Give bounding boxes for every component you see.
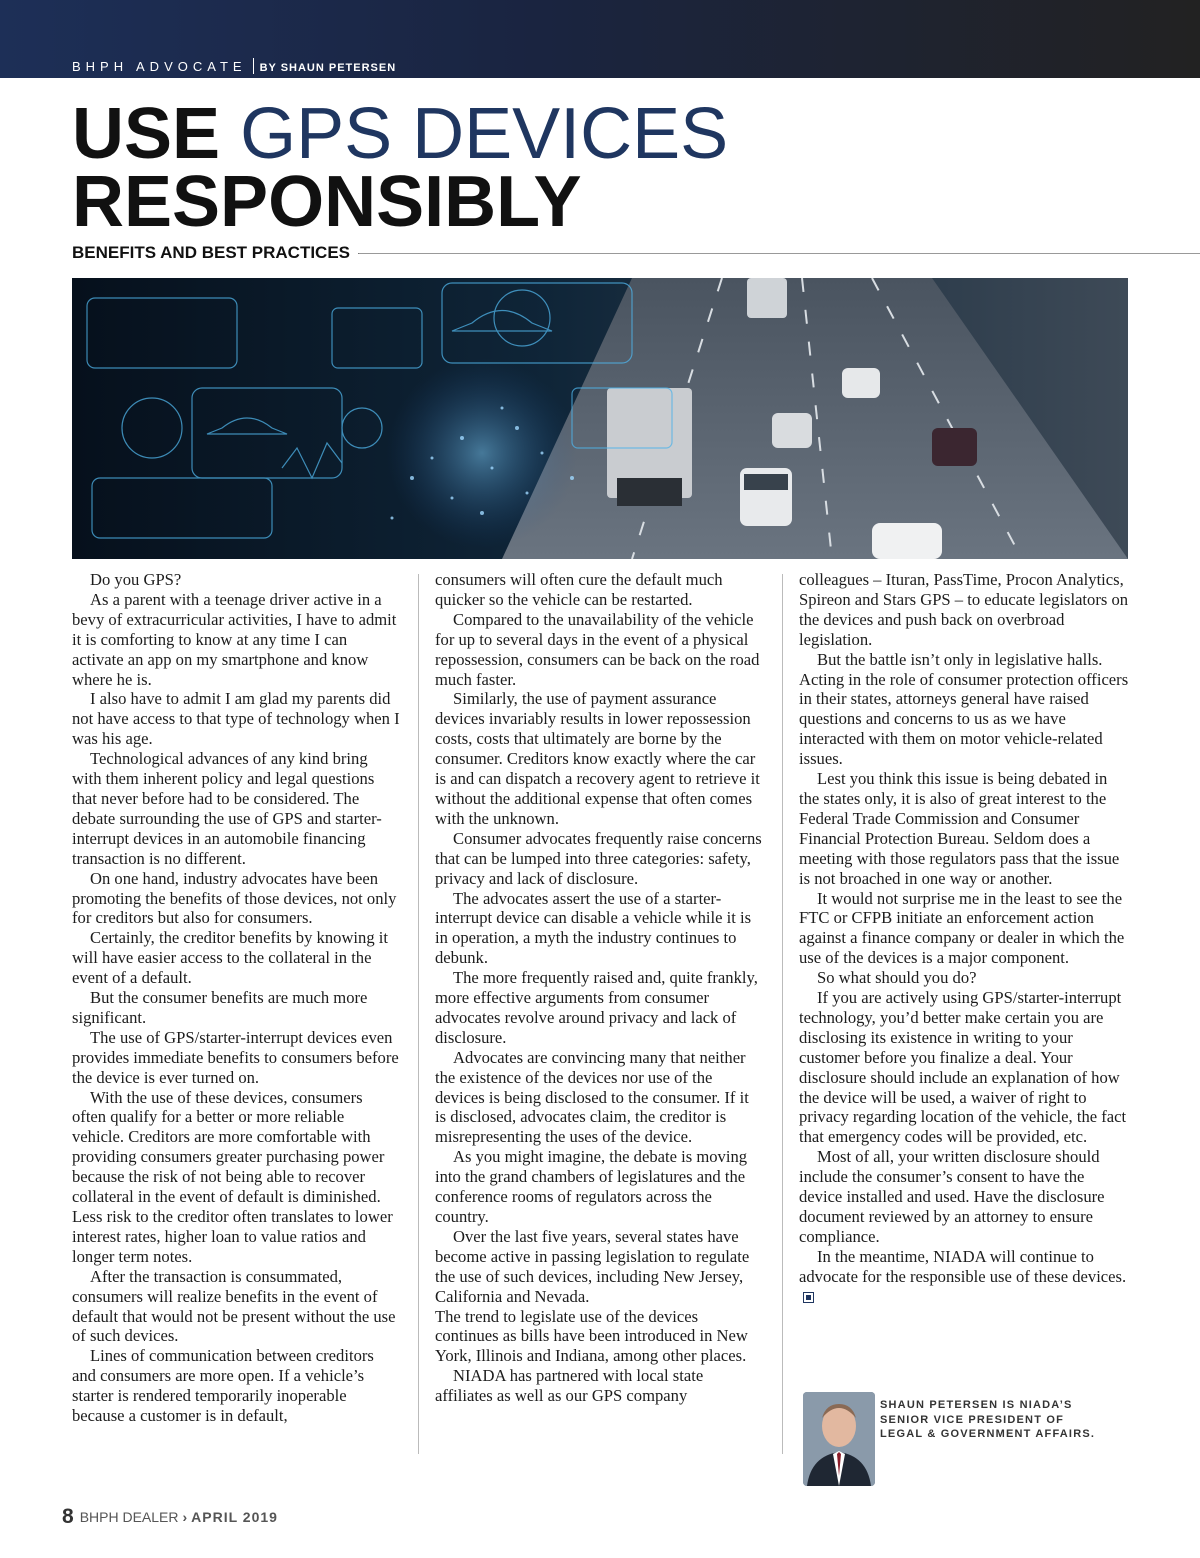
byline: BY SHAUN PETERSEN <box>259 62 397 74</box>
paragraph-text: consumers will often cure the default much quicker so the vehicle can be restarted. <box>435 570 723 609</box>
paragraph <box>799 968 1129 988</box>
paragraph <box>72 1088 400 1267</box>
paragraph-text: The trend to legislate use of the devices continues as bills have been introduced in New York, Illinois and Indiana, among other places. <box>435 1306 748 1366</box>
author-bio-text: SHAUN PETERSEN IS NIADA’S SENIOR VICE PRESIDENT OF LEGAL & GOVERNMENT AFFAIRS. <box>880 1399 1096 1440</box>
article-subtitle <box>72 243 1200 263</box>
paragraph <box>72 869 400 929</box>
page-number: 8 <box>62 1505 74 1528</box>
paragraph <box>72 1028 400 1088</box>
paragraph-text: But the consumer benefits are much more significant. <box>72 988 368 1027</box>
section-kicker <box>72 58 396 74</box>
author-photo <box>803 1392 875 1486</box>
paragraph <box>435 1307 763 1367</box>
paragraph-text: Compared to the unavailability of the vehicle for up to several days in the event of a physical repossession, consumers can be back on the road much faster. <box>435 609 760 689</box>
paragraph <box>72 1346 400 1426</box>
paragraph-text: With the use of these devices, consumers often qualify for a better or more reliable vehicle. Creditors are more comfortable with providing consumers greater purchasing power because the risk of not being able to recover collateral in the event of default is diminished. Less risk to the creditor often translates to lower interest rates, higher loan to value ratios and longer term notes. <box>72 1087 393 1266</box>
hero-image <box>72 278 1128 559</box>
paragraph-text: Lines of communication between creditors and consumers are more open. If a vehicle’s starter is rendered temporarily inoperable because a customer is in default, <box>72 1346 374 1426</box>
issue-date: APRIL 2019 <box>191 1509 278 1525</box>
subtitle-rule <box>358 253 1200 254</box>
paragraph <box>72 570 400 590</box>
paragraph <box>72 749 400 868</box>
paragraph-text: On one hand, industry advocates have been promoting the benefits of those devices, not only for creditors but also for consumers. <box>72 868 397 928</box>
paragraph-text: If you are actively using GPS/starter-interrupt technology, you’d better make certain you are disclosing its existence in writing to your customer before you finalize a deal. Your disclosure should include an explanation of how the device will be used, a waiver of right to privacy regarding location of the vehicle, the fact that emergency codes will be provided, etc. <box>799 988 1127 1147</box>
paragraph <box>799 570 1129 650</box>
paragraph <box>72 1267 400 1347</box>
paragraph <box>435 570 763 610</box>
paragraph <box>435 968 763 1048</box>
paragraph <box>799 1247 1129 1307</box>
paragraph <box>799 650 1129 769</box>
publication-name: BHPH DEALER <box>79 1509 179 1525</box>
paragraph-text: So what should you do? <box>817 968 977 988</box>
author-portrait <box>803 1392 875 1486</box>
paragraph-text: Similarly, the use of payment assurance devices invariably results in lower repossession costs, costs that ultimately are borne by the consumer. Creditors know exactly where the car is and can dispatch a recovery agent to retrieve it without the additional expense that often comes with the unknown. <box>435 689 760 828</box>
column-3 <box>799 570 1129 1307</box>
paragraph-text: Certainly, the creditor benefits by knowing it will have easier access to the collateral in the event of a default. <box>72 928 388 988</box>
paragraph <box>72 928 400 988</box>
paragraph <box>435 610 763 690</box>
paragraph-text: As you might imagine, the debate is moving into the grand chambers of legislatures and the conference rooms of regulators across the country. <box>435 1147 748 1226</box>
paragraph <box>435 689 763 828</box>
paragraph <box>799 889 1129 969</box>
data-glow <box>387 358 577 548</box>
paragraph <box>799 769 1129 888</box>
paragraph-text: But the battle isn’t only in legislative halls. Acting in the role of consumer protection officers in their states, attorneys general have raised questions and concerns to us as we have interacted with them on motor vehicle-related issues. <box>799 649 1129 769</box>
paragraph-text: Lest you think this issue is being debated in the states only, it is also of great interest to the Federal Trade Commission and Consumer Financial Protection Bureau. Seldom does a meeting with those regulators pass that the issue is not broached in one way or another. <box>799 769 1120 888</box>
kicker-divider <box>253 58 254 74</box>
end-mark-icon <box>803 1292 814 1303</box>
paragraph-text: Most of all, your written disclosure should include the consumer’s consent to have the device installed and used. Have the disclosure document reviewed by an attorney to ensure compliance. <box>799 1147 1105 1246</box>
paragraph <box>799 988 1129 1147</box>
article-body <box>72 570 1128 1490</box>
paragraph-text: Do you GPS? <box>90 570 182 589</box>
paragraph <box>435 1227 763 1307</box>
column-2 <box>435 570 763 1406</box>
paragraph-text: In the meantime, NIADA will continue to advocate for the responsible use of these devices. <box>799 1246 1127 1286</box>
paragraph-text: After the transaction is consummated, consumers will realize benefits in the event of default that would not be present without the use of such devices. <box>72 1266 396 1346</box>
hero-illustration <box>72 278 1128 559</box>
paragraph-text: Over the last five years, several states have become active in passing legislation to regulate the use of such devices, including New Jersey, California and Nevada. <box>435 1226 750 1306</box>
paragraph-text: The use of GPS/starter-interrupt devices even provides immediate benefits to consumers before the device is ever turned on. <box>72 1027 399 1087</box>
paragraph <box>72 988 400 1028</box>
title-bold: USE <box>72 94 221 174</box>
title-line2: RESPONSIBLY <box>72 162 582 242</box>
paragraph-text: It would not surprise me in the least to see the FTC or CFPB initiate an enforcement action against a finance company or dealer in which the use of the devices is a major component. <box>799 888 1125 968</box>
subtitle-text: BENEFITS AND BEST PRACTICES <box>72 243 351 262</box>
paragraph <box>435 1147 763 1227</box>
author-bio <box>803 1392 1103 1487</box>
paragraph <box>72 590 400 690</box>
paragraph-text: I also have to admit I am glad my parents did not have access to that type of technology when I was his age. <box>72 689 400 749</box>
paragraph-text: colleagues – Ituran, PassTime, Procon Analytics, Spireon and Stars GPS – to educate legislators on the devices and push back on overbroad legislation. <box>799 570 1129 649</box>
paragraph-text: The more frequently raised and, quite frankly, more effective arguments from consumer advocates revolve around privacy and lack of disclosure. <box>435 968 758 1047</box>
paragraph-text: Consumer advocates frequently raise concerns that can be lumped into three categories: safety, privacy and lack of disclosure. <box>435 828 762 888</box>
paragraph-text: Advocates are convincing many that neither the existence of the devices nor use of the devices is being disclosed to the consumer. If it is disclosed, advocates claim, the creditor is misrepresenting the uses of the device. <box>435 1047 749 1147</box>
column-divider <box>782 574 783 1454</box>
chevron-right-icon: › <box>182 1509 188 1525</box>
paragraph-text: The advocates assert the use of a starter-interrupt device can disable a vehicle while it is in operation, a myth the industry continues to debunk. <box>435 888 752 968</box>
paragraph <box>435 1366 763 1406</box>
paragraph <box>435 889 763 969</box>
paragraph <box>72 689 400 749</box>
paragraph-text: NIADA has partnered with local state affiliates as well as our GPS company <box>435 1366 704 1406</box>
paragraph <box>799 1147 1129 1247</box>
section-name: BHPH ADVOCATE <box>72 59 247 74</box>
title-light: GPS DEVICES <box>240 94 729 174</box>
column-1 <box>72 570 400 1426</box>
paragraph-text: As a parent with a teenage driver active in a bevy of extracurricular activities, I have to admit it is comforting to know at any time I can activate an app on my smartphone and know where he is. <box>72 589 397 689</box>
article-title <box>72 94 729 242</box>
paragraph <box>435 829 763 889</box>
paragraph <box>435 1048 763 1148</box>
paragraph-text: Technological advances of any kind bring with them inherent policy and legal questions that never before had to be considered. The debate surrounding the use of GPS and starter-interrupt devices in an automobile financing transaction is no different. <box>72 749 382 868</box>
page-footer <box>62 1505 278 1529</box>
column-divider <box>418 574 419 1454</box>
